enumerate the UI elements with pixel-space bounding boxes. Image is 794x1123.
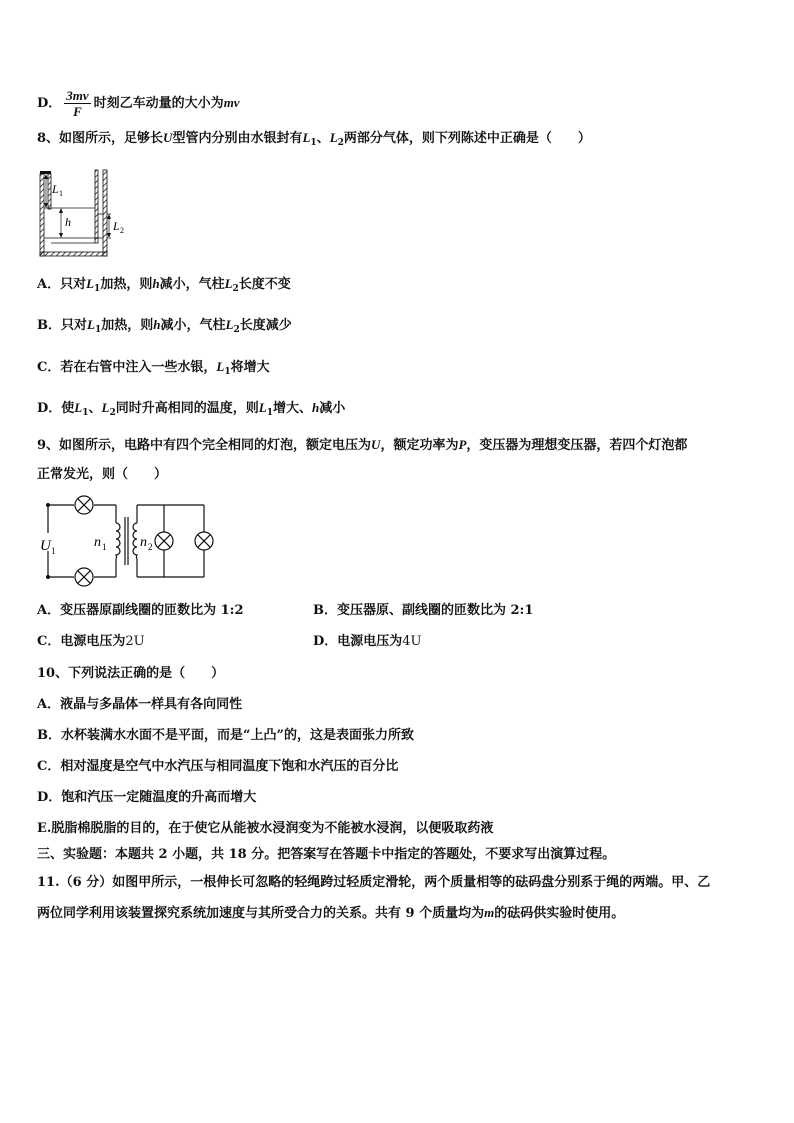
q7-option-d: D． $\frac{3mv}{F}$ 时刻乙车动量的大小为mv bbox=[37, 88, 240, 119]
fig-label-n2: n bbox=[140, 535, 147, 550]
q10-option-a: A．液晶与多晶体一样具有各向同性 bbox=[37, 697, 243, 712]
q7-fraction: $\frac{3mv}{F}$ bbox=[66, 88, 89, 119]
q8-option-b: B．只对$L_1$加热，则h减小，气柱$L_2$长度减少 bbox=[37, 317, 292, 335]
q11-line2: 两位同学利用该装置探究系统加速度与其所受合力的关系。共有 9 个质量均为m的砝码供实验时使用。 bbox=[37, 905, 625, 921]
fig-label-l1-sub: 1 bbox=[59, 189, 63, 198]
q8-option-c: C．若在右管中注入一些水银，$L_1$将增大 bbox=[37, 359, 270, 377]
q9-option-d: D．电源电压为4U bbox=[313, 634, 422, 649]
q9-option-a: A．变压器原副线圈的匝数比为 1:2 bbox=[37, 603, 244, 618]
fig-label-n2-sub: 2 bbox=[148, 542, 153, 552]
q9-option-c: C．电源电压为2U bbox=[37, 634, 145, 649]
fig-label-n1-sub: 1 bbox=[102, 542, 107, 552]
fig-label-u1: U bbox=[40, 538, 51, 554]
section-3-heading: 三、实验题：本题共 2 小题，共 18 分。把答案写在答题卡中指定的答题处，不要求写出演算过程。 bbox=[37, 847, 616, 862]
u-tube-figure bbox=[36, 168, 136, 260]
q9-stem-line2: 正常发光，则（ ） bbox=[37, 467, 168, 482]
q8-option-a: A．只对$L_1$加热，则h减小，气柱$L_2$长度不变 bbox=[37, 276, 291, 294]
q8-stem: 8、如图所示，足够长U型管内分别由水银封有$L_1$、$L_2$两部分气体，则下列陈述中正确是（ ） bbox=[37, 130, 591, 148]
q8-option-d: D．使$L_1$、$L_2$同时升高相同的温度，则$L_1$增大、h减小 bbox=[37, 400, 346, 418]
q9-option-b: B．变压器原、副线圈的匝数比为 2:1 bbox=[313, 603, 534, 618]
fig-label-h: h bbox=[65, 215, 71, 229]
fig-label-l1: L bbox=[52, 182, 59, 196]
q10-option-b: B．水杯装满水水面不是平面，而是“上凸”的，这是表面张力所致 bbox=[37, 728, 414, 743]
q10-option-e: E.脱脂棉脱脂的目的，在于使它从能被水浸润变为不能被水浸润，以便吸取药液 bbox=[37, 821, 494, 836]
q11-line1: 11.（6 分）如图甲所示，一根伸长可忽略的轻绳跨过轻质定滑轮，两个质量相等的砝码盘分别系于绳的两端。甲、乙 bbox=[37, 875, 711, 890]
fig-label-u1-sub: 1 bbox=[51, 546, 56, 556]
fig-label-l2-sub: 2 bbox=[120, 226, 124, 235]
fig-label-l2: L bbox=[113, 219, 120, 233]
q10-option-d: D．饱和汽压一定随温度的升高而增大 bbox=[37, 790, 257, 805]
q10-stem: 10、下列说法正确的是（ ） bbox=[37, 666, 225, 681]
transformer-circuit-figure bbox=[36, 493, 216, 589]
q9-stem-line1: 9、如图所示，电路中有四个完全相同的灯泡，额定电压为U，额定功率为P，变压器为理想变压器，若四个灯泡都 bbox=[37, 437, 688, 453]
q10-option-c: C．相对湿度是空气中水汽压与相同温度下饱和水汽压的百分比 bbox=[37, 759, 399, 774]
fig-label-n1: n bbox=[94, 535, 101, 550]
